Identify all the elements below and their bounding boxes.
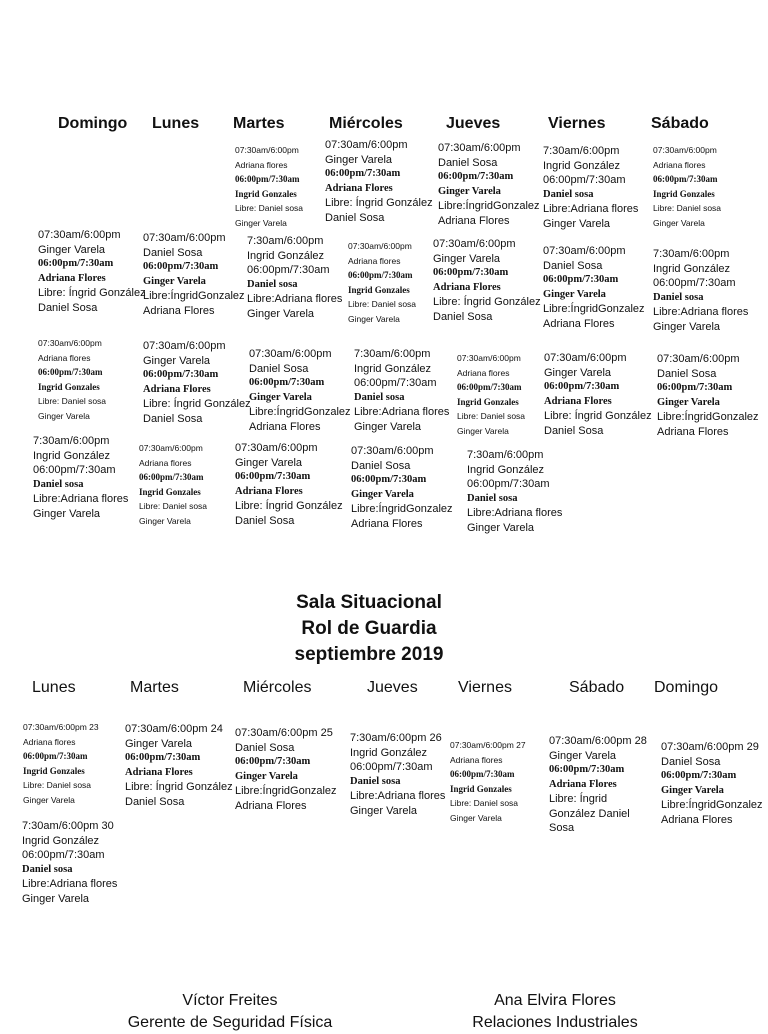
schedule-line: Ingrid González bbox=[653, 262, 731, 275]
week-header-sabado: Sábado bbox=[651, 115, 709, 132]
schedule-line: 07:30am/6:00pm bbox=[325, 139, 408, 151]
schedule-cell bbox=[139, 441, 207, 528]
schedule-cell bbox=[433, 237, 541, 324]
schedule-line: Daniel Sosa bbox=[38, 301, 98, 314]
schedule-line: 06:00pm/7:30am bbox=[351, 474, 427, 485]
schedule-line: 7:30am/6:00pm bbox=[354, 348, 431, 360]
schedule-line: Adriana Flores bbox=[544, 395, 612, 407]
schedule-line: 06:00pm/7:30am bbox=[543, 174, 626, 186]
schedule-line: Libre: Íngrid González bbox=[38, 287, 146, 299]
schedule-line: Adriana flores bbox=[38, 352, 91, 363]
schedule-line: Ginger Varela bbox=[143, 275, 206, 287]
schedule-line: 06:00pm/7:30am bbox=[354, 377, 437, 389]
schedule-line: 06:00pm/7:30am bbox=[348, 270, 413, 280]
schedule-cell bbox=[543, 144, 638, 231]
schedule-cell bbox=[354, 347, 449, 434]
schedule-line: Adriana Flores bbox=[351, 517, 423, 530]
schedule-line: Ginger Varela bbox=[457, 425, 509, 436]
schedule-line: Ginger Varela bbox=[143, 354, 211, 367]
schedule-line: 06:00pm/7:30am bbox=[661, 770, 737, 781]
schedule-line: Adriana Flores bbox=[325, 182, 393, 194]
schedule-line: Ginger Varela bbox=[22, 892, 90, 905]
schedule-line: Libre:ÍngridGonzalez bbox=[657, 411, 759, 423]
schedule-line: 06:00pm/7:30am bbox=[235, 756, 311, 767]
schedule-line: Daniel sosa bbox=[22, 863, 73, 875]
schedule-line: Ingrid González bbox=[354, 362, 432, 375]
schedule-line: Ginger Varela bbox=[467, 521, 535, 534]
schedule-line: 06:00pm/7:30am bbox=[549, 764, 625, 775]
schedule-line: Adriana flores bbox=[457, 367, 510, 378]
schedule-line: 07:30am/6:00pm bbox=[249, 348, 332, 360]
week-header-martes: Martes bbox=[233, 115, 285, 132]
signature-block-1 bbox=[105, 990, 355, 1034]
schedule-line: Libre:Adriana flores bbox=[354, 406, 450, 418]
schedule-cell bbox=[235, 441, 343, 528]
schedule-line: Adriana Flores bbox=[543, 317, 615, 330]
schedule-line: Adriana Flores bbox=[657, 425, 729, 438]
schedule-line: 07:30am/6:00pm bbox=[657, 353, 740, 365]
schedule-cell bbox=[438, 141, 540, 228]
schedule-cell bbox=[22, 819, 117, 906]
schedule-line: Ginger Varela bbox=[350, 804, 418, 817]
schedule-line: Libre:ÍngridGonzalez bbox=[351, 503, 453, 515]
schedule-line: 07:30am/6:00pm bbox=[235, 145, 299, 155]
schedule-line: Libre: Íngrid González bbox=[325, 197, 433, 209]
schedule-line: 06:00pm/7:30am bbox=[23, 751, 88, 761]
schedule-cell bbox=[33, 434, 128, 521]
schedule-cell bbox=[235, 143, 303, 230]
schedule-line: Adriana Flores bbox=[125, 766, 193, 778]
schedule-line: Ginger Varela bbox=[249, 391, 312, 403]
schedule-line: 07:30am/6:00pm bbox=[38, 338, 102, 348]
schedule-line: 06:00pm/7:30am bbox=[457, 382, 522, 392]
schedule-line: Ginger Varela bbox=[351, 488, 414, 500]
week-header-miercoles: Miércoles bbox=[329, 115, 403, 132]
schedule-line: 06:00pm/7:30am bbox=[350, 761, 433, 773]
schedule-cell bbox=[544, 351, 652, 438]
schedule-line: Adriana flores bbox=[23, 736, 76, 747]
schedule-line: 07:30am/6:00pm bbox=[351, 445, 434, 457]
schedule-cell bbox=[450, 738, 526, 825]
schedule-line: Libre:Adriana flores bbox=[350, 790, 446, 802]
schedule-line: 06:00pm/7:30am bbox=[544, 381, 620, 392]
schedule-line: 06:00pm/7:30am bbox=[38, 258, 114, 269]
schedule-line: Adriana Flores bbox=[249, 420, 321, 433]
schedule-line: 07:30am/6:00pm bbox=[544, 352, 627, 364]
schedule-cell bbox=[143, 231, 245, 318]
schedule-line: Ginger Varela bbox=[38, 410, 90, 421]
title-line-2: Rol de Guardia bbox=[301, 618, 437, 639]
schedule-line: 06:00pm/7:30am bbox=[38, 367, 103, 377]
schedule-line: Adriana Flores bbox=[661, 813, 733, 826]
schedule-cell bbox=[653, 143, 721, 230]
schedule-line: Daniel Sosa bbox=[249, 362, 309, 375]
schedule-line: Libre:ÍngridGonzalez bbox=[235, 785, 337, 797]
schedule-line: 06:00pm/7:30am bbox=[543, 274, 619, 285]
schedule-line: Libre: Daniel sosa bbox=[235, 203, 304, 213]
schedule-line: Adriana flores bbox=[653, 159, 706, 170]
schedule-line: Daniel Sosa bbox=[325, 211, 385, 224]
schedule-line: 07:30am/6:00pm bbox=[543, 245, 626, 257]
schedule-cell bbox=[350, 731, 445, 818]
schedule-line: 06:00pm/7:30am bbox=[247, 264, 330, 276]
schedule-line: 07:30am/6:00pm bbox=[348, 241, 412, 251]
schedule-cell bbox=[38, 336, 106, 423]
schedule-cell bbox=[543, 244, 645, 331]
schedule-line: Daniel Sosa bbox=[351, 459, 411, 472]
schedule-line: Daniel Sosa bbox=[657, 367, 717, 380]
schedule-line: Libre: Íngrid González bbox=[143, 398, 251, 410]
schedule-line: Libre: Daniel sosa bbox=[653, 203, 722, 213]
schedule-line: 06:00pm/7:30am bbox=[450, 769, 515, 779]
month-header-lunes: Lunes bbox=[32, 679, 76, 696]
schedule-line: Libre:ÍngridGonzalez bbox=[661, 799, 763, 811]
schedule-cell bbox=[249, 347, 351, 434]
schedule-line: Daniel Sosa bbox=[661, 755, 721, 768]
schedule-line: Libre: Íngrid bbox=[549, 793, 608, 805]
schedule-line: Ginger Varela bbox=[23, 794, 75, 805]
schedule-line: Daniel Sosa bbox=[433, 310, 493, 323]
schedule-line: Ginger Varela bbox=[450, 812, 502, 823]
month-header-jueves: Jueves bbox=[367, 679, 418, 696]
schedule-line: Ginger Varela bbox=[125, 737, 193, 750]
schedule-line: Daniel Sosa bbox=[125, 795, 185, 808]
schedule-cell bbox=[247, 234, 342, 321]
schedule-line: 06:00pm/7:30am bbox=[657, 382, 733, 393]
schedule-line: Adriana Flores bbox=[143, 383, 211, 395]
schedule-line: 07:30am/6:00pm bbox=[235, 442, 318, 454]
schedule-line: Ingrid Gonzales bbox=[23, 765, 85, 776]
schedule-line: Ginger Varela bbox=[438, 185, 501, 197]
schedule-line: Libre: Daniel sosa bbox=[38, 396, 107, 406]
schedule-line: Daniel sosa bbox=[543, 188, 594, 200]
schedule-line: Ginger Varela bbox=[38, 243, 106, 256]
schedule-line: Ingrid González bbox=[467, 463, 545, 476]
schedule-line: Sosa bbox=[549, 822, 575, 834]
schedule-line: Adriana flores bbox=[450, 754, 503, 765]
schedule-line: Adriana flores bbox=[235, 159, 288, 170]
schedule-line: Libre: Daniel sosa bbox=[348, 299, 417, 309]
schedule-line: Libre: Íngrid González bbox=[433, 296, 541, 308]
schedule-line: Libre:Adriana flores bbox=[653, 306, 749, 318]
schedule-line: 06:00pm/7:30am bbox=[143, 261, 219, 272]
schedule-line: Libre: Íngrid González bbox=[544, 410, 652, 422]
schedule-line: 06:00pm/7:30am bbox=[438, 171, 514, 182]
schedule-line: 07:30am/6:00pm 28 bbox=[549, 735, 647, 747]
schedule-line: Ingrid González bbox=[22, 834, 100, 847]
schedule-line: Daniel sosa bbox=[350, 775, 401, 787]
schedule-line: 06:00pm/7:30am bbox=[325, 168, 401, 179]
schedule-line: Ginger Varela bbox=[325, 153, 393, 166]
schedule-cell bbox=[351, 444, 453, 531]
schedule-line: González Daniel bbox=[549, 807, 630, 820]
schedule-line: Ginger Varela bbox=[543, 288, 606, 300]
schedule-line: Ginger Varela bbox=[549, 749, 617, 762]
schedule-line: Libre: Daniel sosa bbox=[450, 798, 519, 808]
schedule-line: Ginger Varela bbox=[235, 770, 298, 782]
schedule-line: Ingrid González bbox=[247, 249, 325, 262]
schedule-line: Daniel Sosa bbox=[235, 514, 295, 527]
month-header-martes: Martes bbox=[130, 679, 179, 696]
signature-block-2 bbox=[430, 990, 680, 1034]
signature-name: Ana Elvira Flores bbox=[494, 992, 616, 1009]
schedule-line: 07:30am/6:00pm bbox=[433, 238, 516, 250]
schedule-line: Ginger Varela bbox=[247, 307, 315, 320]
schedule-line: Daniel sosa bbox=[33, 478, 84, 490]
schedule-line: Ginger Varela bbox=[661, 784, 724, 796]
schedule-cell bbox=[661, 740, 763, 827]
schedule-line: Libre: Daniel sosa bbox=[457, 411, 526, 421]
schedule-line: 06:00pm/7:30am bbox=[467, 478, 550, 490]
month-header-sabado: Sábado bbox=[569, 679, 625, 696]
schedule-line: Adriana flores bbox=[348, 255, 401, 266]
schedule-cell bbox=[467, 448, 562, 535]
schedule-line: 07:30am/6:00pm 29 bbox=[661, 741, 759, 753]
schedule-line: Adriana Flores bbox=[143, 304, 215, 317]
schedule-line: Daniel sosa bbox=[653, 291, 704, 303]
schedule-line: 06:00pm/7:30am bbox=[139, 472, 204, 482]
schedule-line: 7:30am/6:00pm bbox=[247, 235, 324, 247]
schedule-cell bbox=[23, 720, 99, 807]
month-header-viernes: Viernes bbox=[458, 679, 512, 696]
schedule-cell bbox=[657, 352, 759, 439]
schedule-line: 07:30am/6:00pm 27 bbox=[450, 740, 526, 750]
schedule-cell bbox=[549, 734, 647, 836]
schedule-line: 7:30am/6:00pm bbox=[653, 248, 730, 260]
schedule-line: Daniel Sosa bbox=[543, 259, 603, 272]
schedule-line: Libre:ÍngridGonzalez bbox=[438, 200, 540, 212]
schedule-line: Ginger Varela bbox=[657, 396, 720, 408]
schedule-line: Ginger Varela bbox=[235, 217, 287, 228]
schedule-line: Ginger Varela bbox=[348, 313, 400, 324]
schedule-line: Ingrid Gonzales bbox=[457, 396, 519, 407]
schedule-line: Ingrid Gonzales bbox=[450, 783, 512, 794]
signature-name: Víctor Freites bbox=[182, 992, 278, 1009]
schedule-line: Ginger Varela bbox=[653, 217, 705, 228]
schedule-line: 07:30am/6:00pm bbox=[143, 232, 226, 244]
schedule-line: Adriana Flores bbox=[438, 214, 510, 227]
schedule-line: 7:30am/6:00pm bbox=[33, 435, 110, 447]
schedule-line: Adriana Flores bbox=[38, 272, 106, 284]
schedule-line: Adriana Flores bbox=[549, 778, 617, 790]
schedule-line: 06:00pm/7:30am bbox=[433, 267, 509, 278]
schedule-line: 07:30am/6:00pm bbox=[457, 353, 521, 363]
schedule-line: 06:00pm/7:30am bbox=[125, 752, 201, 763]
schedule-line: 07:30am/6:00pm 24 bbox=[125, 723, 223, 735]
schedule-line: 07:30am/6:00pm bbox=[438, 142, 521, 154]
schedule-line: 7:30am/6:00pm 30 bbox=[22, 820, 114, 832]
schedule-line: Daniel sosa bbox=[354, 391, 405, 403]
schedule-line: Adriana Flores bbox=[235, 799, 307, 812]
month-header-domingo: Domingo bbox=[654, 679, 719, 696]
schedule-line: Ginger Varela bbox=[544, 366, 612, 379]
schedule-line: Ingrid Gonzales bbox=[235, 188, 297, 199]
schedule-line: 07:30am/6:00pm bbox=[139, 443, 203, 453]
title-line-1: Sala Situacional bbox=[296, 592, 442, 613]
schedule-line: Libre:Adriana flores bbox=[33, 493, 129, 505]
schedule-line: Libre:ÍngridGonzalez bbox=[249, 406, 351, 418]
schedule-line: Ingrid Gonzales bbox=[348, 284, 410, 295]
schedule-cell bbox=[348, 239, 416, 326]
schedule-cell bbox=[235, 726, 337, 813]
schedule-line: 06:00pm/7:30am bbox=[235, 174, 300, 184]
schedule-line: 06:00pm/7:30am bbox=[249, 377, 325, 388]
schedule-line: 7:30am/6:00pm bbox=[467, 449, 544, 461]
schedule-line: Libre: Daniel sosa bbox=[23, 780, 92, 790]
schedule-line: Ginger Varela bbox=[653, 320, 721, 333]
schedule-cell bbox=[143, 339, 251, 426]
schedule-line: 06:00pm/7:30am bbox=[22, 849, 105, 861]
schedule-line: Adriana Flores bbox=[433, 281, 501, 293]
signature-role: Relaciones Industriales bbox=[472, 1014, 638, 1031]
schedule-line: Ingrid Gonzales bbox=[139, 486, 201, 497]
schedule-cell bbox=[653, 247, 748, 334]
schedule-line: Libre: Íngrid González bbox=[125, 781, 233, 793]
schedule-cell bbox=[125, 722, 233, 809]
schedule-line: Ginger Varela bbox=[433, 252, 501, 265]
schedule-line: 07:30am/6:00pm 23 bbox=[23, 722, 99, 732]
week-header-lunes: Lunes bbox=[152, 115, 200, 132]
schedule-line: Daniel Sosa bbox=[438, 156, 498, 169]
page-title bbox=[0, 590, 738, 668]
schedule-line: 06:00pm/7:30am bbox=[653, 277, 736, 289]
schedule-line: Libre:Adriana flores bbox=[247, 293, 343, 305]
schedule-line: Daniel sosa bbox=[467, 492, 518, 504]
week-header-jueves: Jueves bbox=[446, 115, 501, 132]
schedule-line: Daniel Sosa bbox=[235, 741, 295, 754]
schedule-line: 06:00pm/7:30am bbox=[143, 369, 219, 380]
schedule-line: Ginger Varela bbox=[235, 456, 303, 469]
schedule-line: Libre:ÍngridGonzalez bbox=[143, 290, 245, 302]
schedule-line: 07:30am/6:00pm bbox=[143, 340, 226, 352]
week-header-viernes: Viernes bbox=[548, 115, 606, 132]
month-header-miercoles: Miércoles bbox=[243, 679, 312, 696]
schedule-line: Adriana flores bbox=[139, 457, 192, 468]
signature-role: Gerente de Seguridad Física bbox=[127, 1014, 333, 1031]
schedule-line: Libre: Daniel sosa bbox=[139, 501, 208, 511]
schedule-line: Ingrid González bbox=[350, 746, 428, 759]
schedule-line: 07:30am/6:00pm bbox=[653, 145, 717, 155]
schedule-line: 7:30am/6:00pm 26 bbox=[350, 732, 442, 744]
schedule-line: 07:30am/6:00pm bbox=[38, 229, 121, 241]
schedule-line: Ingrid González bbox=[543, 159, 621, 172]
title-line-3: septiembre 2019 bbox=[294, 644, 444, 665]
schedule-line: Libre:Adriana flores bbox=[22, 878, 118, 890]
schedule-line: Ginger Varela bbox=[354, 420, 422, 433]
schedule-line: 7:30am/6:00pm bbox=[543, 145, 620, 157]
schedule-line: Libre:Adriana flores bbox=[467, 507, 563, 519]
schedule-line: Ginger Varela bbox=[139, 515, 191, 526]
schedule-line: Ginger Varela bbox=[33, 507, 101, 520]
schedule-line: Ginger Varela bbox=[543, 217, 611, 230]
schedule-line: 07:30am/6:00pm 25 bbox=[235, 727, 333, 739]
schedule-line: Ingrid Gonzales bbox=[653, 188, 715, 199]
schedule-line: Libre: Íngrid González bbox=[235, 500, 343, 512]
schedule-cell bbox=[325, 138, 433, 225]
week-header-domingo: Domingo bbox=[58, 115, 128, 132]
schedule-line: Daniel Sosa bbox=[143, 246, 203, 259]
schedule-line: Libre:Adriana flores bbox=[543, 203, 639, 215]
schedule-line: 06:00pm/7:30am bbox=[33, 464, 116, 476]
schedule-line: Daniel Sosa bbox=[143, 412, 203, 425]
schedule-line: 06:00pm/7:30am bbox=[653, 174, 718, 184]
schedule-line: Ingrid González bbox=[33, 449, 111, 462]
schedule-cell bbox=[457, 351, 525, 438]
schedule-line: Daniel Sosa bbox=[544, 424, 604, 437]
schedule-line: Daniel sosa bbox=[247, 278, 298, 290]
schedule-cell bbox=[38, 228, 146, 315]
schedule-line: Adriana Flores bbox=[235, 485, 303, 497]
schedule-line: 06:00pm/7:30am bbox=[235, 471, 311, 482]
schedule-line: Ingrid Gonzales bbox=[38, 381, 100, 392]
schedule-line: Libre:ÍngridGonzalez bbox=[543, 303, 645, 315]
